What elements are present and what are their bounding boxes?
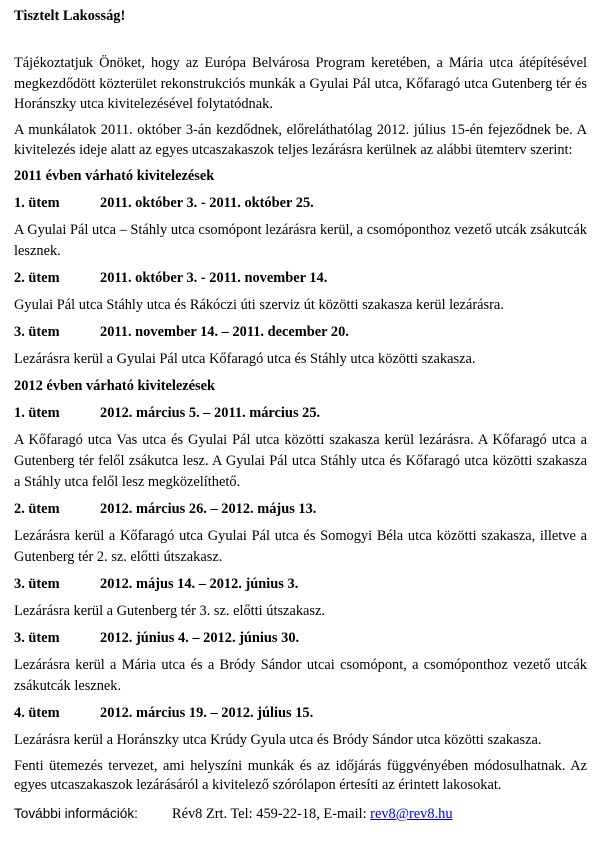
stage-dates: 2012. március 5. – 2011. március 25. xyxy=(100,404,321,421)
stage-label: 4. ütem xyxy=(14,704,60,721)
email-link[interactable]: rev8@rev8.hu xyxy=(370,805,453,822)
stage-description: A Kőfaragó utca Vas utca és Gyulai Pál utca közötti szakasza kerül lezárásra. A Kőfaragó utca a Gutenberg tér felől zsákutca lesz. A Gyulai Pál utca Stáhly utca és Kőfaragó utca közötti szakasza a Stáhly utca felől lesz megközelíthető. xyxy=(14,431,587,490)
stage-dates: 2012. május 14. – 2012. június 3. xyxy=(100,575,299,592)
stage-dates: 2011. október 3. - 2011. október 25. xyxy=(100,194,314,211)
greeting-heading: Tisztelt Lakosság! xyxy=(14,8,126,24)
stage-dates: 2011. november 14. – 2011. december 20. xyxy=(100,323,349,340)
stage-description: Lezárásra kerül a Kőfaragó utca Gyulai Pál utca és Somogyi Béla utca közötti szakasza, illetve a Gutenberg tér 2. sz. előtti útszakasz. xyxy=(14,527,587,565)
stage-header xyxy=(14,703,587,723)
contact-details: Rév8 Zrt. Tel: 459-22-18, E-mail: xyxy=(172,805,371,822)
year-section-2011 xyxy=(14,166,587,370)
stage-description: Lezárásra kerül a Gutenberg tér 3. sz. előtti útszakasz. xyxy=(14,602,325,619)
intro-paragraph: Tájékoztatjuk Önöket, hogy az Európa Belvárosa Program keretében, a Mária utca átépítésével megkezdődött közterület rekonstrukciós munkák a Gyulai Pál utca, Kőfaragó utca Gutenberg tér és Horánszky utca kivitelezésével folytatódnak. xyxy=(14,55,587,113)
stage-dates: 2011. október 3. - 2011. november 14. xyxy=(100,269,328,286)
stage-label: 1. ütem xyxy=(14,404,60,421)
stage-dates: 2012. június 4. – 2012. június 30. xyxy=(100,629,300,646)
year-heading: 2011 évben várható kivitelezések xyxy=(14,167,215,184)
year-heading: 2012 évben várható kivitelezések xyxy=(14,377,216,394)
stage-description: Lezárásra kerül a Mária utca és a Bródy Sándor utcai csomópont, a csomóponthoz vezető utcák zsákutcák lesznek. xyxy=(14,656,587,694)
stage-header xyxy=(14,193,587,213)
stage-label: 1. ütem xyxy=(14,194,60,211)
stage-description: Gyulai Pál utca Stáhly utca és Rákóczi úti szerviz út közötti szakasza kerül lezárásra. xyxy=(14,296,504,313)
year-section-2012 xyxy=(14,376,587,751)
schedule-intro-paragraph: A munkálatok 2011. október 3-án kezdődnek, előreláthatólag 2012. július 15-én fejeződnek be. A kivitelezés ideje alatt az egyes utcaszakaszok teljes lezárásra kerülnek az alábbi ütemterv szerint: xyxy=(14,121,587,159)
stage-description: Lezárásra kerül a Gyulai Pál utca Kőfaragó utca és Stáhly utca közötti szakasza. xyxy=(14,350,476,367)
stage-description: Lezárásra kerül a Horánszky utca Krúdy Gyula utca és Bródy Sándor utca közötti szakasza. xyxy=(14,731,542,748)
stage-label: 3. ütem xyxy=(14,575,60,592)
stage-header xyxy=(14,499,587,519)
stage-dates: 2012. március 26. – 2012. május 13. xyxy=(100,500,317,517)
stage-dates: 2012. március 19. – 2012. július 15. xyxy=(100,704,314,721)
stage-label: 2. ütem xyxy=(14,269,60,286)
stage-header xyxy=(14,403,587,423)
notice-document xyxy=(14,6,587,824)
stage-header xyxy=(14,322,587,342)
contact-info xyxy=(14,804,587,824)
stage-label: 2. ütem xyxy=(14,500,60,517)
stage-description: A Gyulai Pál utca – Stáhly utca csomópont lezárásra kerül, a csomóponthoz vezető utcák zsákutcák lesznek. xyxy=(14,221,587,259)
stage-header xyxy=(14,574,587,594)
contact-label: További információk: xyxy=(14,805,138,821)
stage-header xyxy=(14,628,587,648)
stage-label: 3. ütem xyxy=(14,629,60,646)
stage-label: 3. ütem xyxy=(14,323,60,340)
stage-header xyxy=(14,268,587,288)
closing-paragraph: Fenti ütemezés tervezet, ami helyszíni munkák és az időjárás függvényében módosulhatnak. Az egyes utcaszakaszok lezárásáról a kivitelező szórólapon értesíti az érintett lakosokat. xyxy=(14,757,587,794)
